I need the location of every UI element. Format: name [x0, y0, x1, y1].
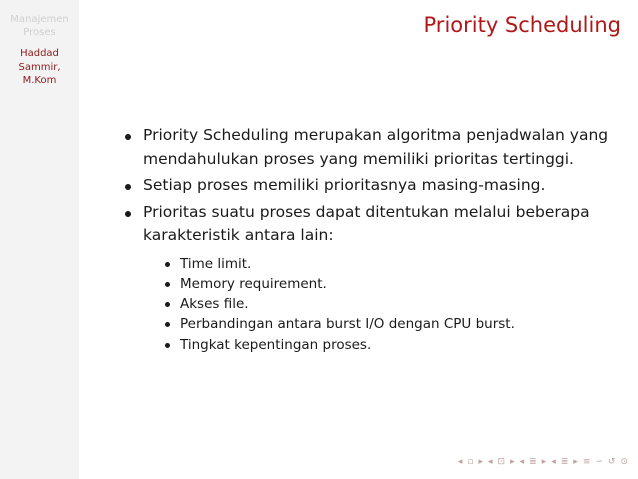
author-block: [0, 47, 79, 88]
sub-bullet-item: [143, 254, 622, 274]
beamer-navigation: [458, 457, 628, 467]
bullet-icon: [125, 184, 131, 190]
nav-right-icon[interactable]: ▸: [478, 457, 483, 467]
sub-bullet-list: [143, 254, 622, 355]
sub-bullet-item: [143, 294, 622, 314]
sub-bullet-item: [143, 314, 622, 334]
bullet-icon: [125, 134, 131, 140]
frame-right-icon[interactable]: ▸: [510, 457, 515, 467]
author-line: Haddad: [20, 48, 59, 59]
bullet-icon: [125, 211, 131, 217]
align-icon[interactable]: ≡: [582, 457, 591, 467]
bullet-item: [122, 124, 622, 171]
slide-content: [122, 124, 622, 358]
slide-title: Priority Scheduling: [423, 13, 621, 37]
sub-bullet-text: Time limit.: [180, 255, 252, 272]
doc-icon[interactable]: ≣: [560, 457, 569, 467]
subsection-title-faded[interactable]: Proses: [23, 27, 56, 38]
bullet-icon: [165, 302, 170, 307]
section-icon[interactable]: ≣: [529, 457, 537, 467]
nav-left-icon[interactable]: ◂: [457, 457, 463, 467]
section-title-faded[interactable]: Manajemen: [10, 14, 69, 25]
bullet-text: Setiap proses memiliki prioritasnya masing-masing.: [143, 176, 546, 194]
sub-bullet-text: Perbandingan antara burst I/O dengan CPU burst.: [180, 316, 515, 333]
section-right-icon[interactable]: ▸: [573, 457, 578, 467]
bullet-text: Prioritas suatu proses dapat ditentukan melalui beberapa karakteristik antara lain:: [143, 202, 590, 244]
subsection-icon[interactable]: ⊡: [497, 457, 506, 467]
bullet-icon: [165, 282, 170, 287]
sub-bullet-text: Akses file.: [180, 296, 249, 313]
zoom-icon[interactable]: ⊙: [620, 457, 628, 467]
bullet-icon: [165, 262, 170, 267]
bullet-text: Priority Scheduling merupakan algoritma penjadwalan yang mendahulukan proses yang memiliki prioritas tertinggi.: [143, 126, 609, 168]
search-icon[interactable]: ∽: [595, 457, 603, 467]
sub-bullet-item: [143, 274, 622, 294]
bullet-icon: [165, 343, 170, 348]
bullet-item: [122, 174, 622, 198]
subsection-right-icon[interactable]: ▸: [541, 457, 547, 467]
section-left-icon[interactable]: ◂: [551, 457, 556, 467]
bullet-icon: [165, 322, 170, 327]
author-line: M.Kom: [22, 75, 57, 86]
sub-bullet-text: Memory requirement.: [180, 275, 327, 292]
back-icon[interactable]: ↺: [607, 457, 616, 467]
author-line: Sammir,: [18, 61, 61, 73]
bullet-item: [122, 201, 622, 355]
frame-icon[interactable]: ▫: [467, 457, 474, 467]
sub-bullet-item: [143, 335, 622, 355]
sidebar: [0, 0, 79, 479]
sub-bullet-text: Tingkat kepentingan proses.: [180, 336, 372, 353]
subsection-left-icon[interactable]: ◂: [519, 457, 525, 467]
frame-left-icon[interactable]: ◂: [487, 457, 493, 467]
